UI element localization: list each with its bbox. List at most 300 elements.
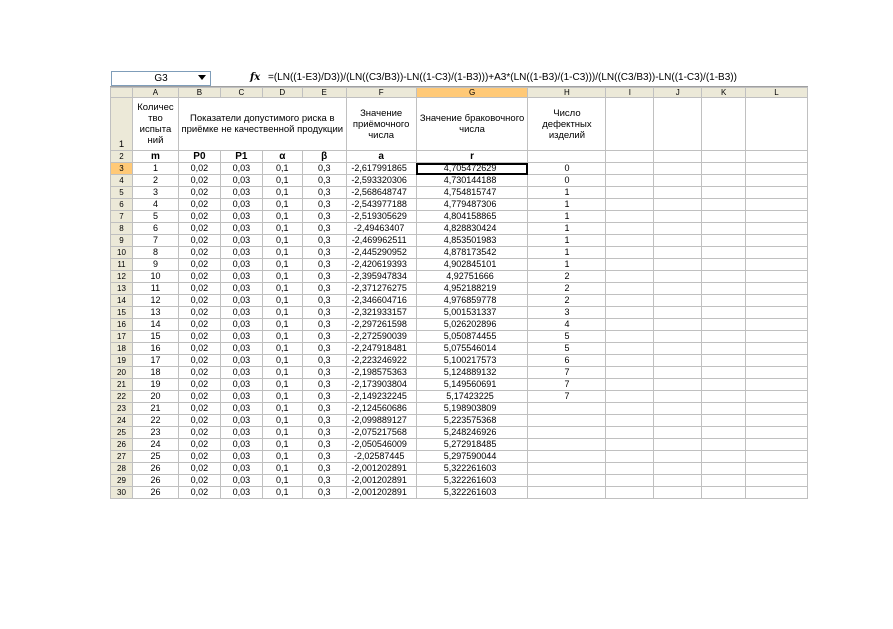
cell[interactable] [746, 235, 808, 247]
cell[interactable] [702, 379, 746, 391]
cell-rejection[interactable]: 4,878173542 [416, 247, 528, 259]
cell-acceptance[interactable]: -2,593320306 [346, 175, 416, 187]
cell-beta[interactable]: 0,3 [302, 439, 346, 451]
cell-acceptance[interactable]: -2,469962511 [346, 235, 416, 247]
cell[interactable] [606, 259, 654, 271]
cell-p0[interactable]: 0,02 [178, 475, 220, 487]
cell[interactable] [746, 427, 808, 439]
cell[interactable] [654, 439, 702, 451]
row-header[interactable]: 30 [111, 487, 133, 499]
cell-beta[interactable]: 0,3 [302, 487, 346, 499]
cell-m[interactable]: 11 [132, 283, 178, 295]
cell[interactable] [746, 283, 808, 295]
cell-p1[interactable]: 0,03 [220, 427, 262, 439]
cell[interactable] [746, 259, 808, 271]
cell-rejection[interactable]: 5,100217573 [416, 355, 528, 367]
cell-p0[interactable]: 0,02 [178, 343, 220, 355]
cell-beta[interactable]: 0,3 [302, 259, 346, 271]
header-p0[interactable]: P0 [178, 151, 220, 163]
cell-rejection[interactable]: 4,705472629 [416, 163, 528, 175]
cell[interactable] [654, 295, 702, 307]
cell-beta[interactable]: 0,3 [302, 403, 346, 415]
cell-m[interactable]: 22 [132, 415, 178, 427]
select-all-corner[interactable] [111, 88, 133, 98]
cell-alpha[interactable]: 0,1 [262, 283, 302, 295]
cell-acceptance[interactable]: -2,050546009 [346, 439, 416, 451]
cell-m[interactable]: 19 [132, 379, 178, 391]
cell-rejection[interactable]: 4,853501983 [416, 235, 528, 247]
cell-beta[interactable]: 0,3 [302, 163, 346, 175]
cell-p1[interactable]: 0,03 [220, 367, 262, 379]
cell-beta[interactable]: 0,3 [302, 475, 346, 487]
cell-p1[interactable]: 0,03 [220, 223, 262, 235]
cell-alpha[interactable]: 0,1 [262, 319, 302, 331]
cell-defective[interactable]: 2 [528, 271, 606, 283]
cell[interactable] [606, 187, 654, 199]
cell-defective[interactable]: 1 [528, 199, 606, 211]
cell-defective[interactable]: 1 [528, 187, 606, 199]
cell[interactable] [746, 199, 808, 211]
cell[interactable] [528, 151, 606, 163]
cell[interactable] [746, 367, 808, 379]
cell[interactable] [606, 463, 654, 475]
cell-p1[interactable]: 0,03 [220, 259, 262, 271]
column-header-l[interactable]: L [746, 88, 808, 98]
cell[interactable] [702, 403, 746, 415]
cell-m[interactable]: 14 [132, 319, 178, 331]
cell-alpha[interactable]: 0,1 [262, 355, 302, 367]
cell[interactable] [654, 343, 702, 355]
cell-acceptance[interactable]: -2,445290952 [346, 247, 416, 259]
cell-p1[interactable]: 0,03 [220, 199, 262, 211]
cell-acceptance[interactable]: -2,198575363 [346, 367, 416, 379]
cell[interactable] [606, 343, 654, 355]
cell[interactable] [746, 247, 808, 259]
cell-defective[interactable] [528, 487, 606, 499]
cell-defective[interactable]: 1 [528, 259, 606, 271]
cell-defective[interactable]: 2 [528, 295, 606, 307]
cell-p0[interactable]: 0,02 [178, 271, 220, 283]
cell[interactable] [702, 247, 746, 259]
cell-beta[interactable]: 0,3 [302, 283, 346, 295]
cell-alpha[interactable]: 0,1 [262, 451, 302, 463]
cell-beta[interactable]: 0,3 [302, 175, 346, 187]
column-header-e[interactable]: E [302, 88, 346, 98]
cell[interactable] [702, 475, 746, 487]
cell[interactable] [702, 451, 746, 463]
cell-rejection[interactable]: 4,754815747 [416, 187, 528, 199]
cell-p0[interactable]: 0,02 [178, 211, 220, 223]
cell[interactable] [702, 259, 746, 271]
cell[interactable] [702, 391, 746, 403]
cell[interactable] [702, 163, 746, 175]
cell[interactable] [606, 283, 654, 295]
cell[interactable] [702, 199, 746, 211]
cell[interactable] [702, 319, 746, 331]
cell[interactable] [606, 199, 654, 211]
cell-acceptance[interactable]: -2,075217568 [346, 427, 416, 439]
cell-p0[interactable]: 0,02 [178, 427, 220, 439]
cell[interactable] [746, 343, 808, 355]
cell-m[interactable]: 9 [132, 259, 178, 271]
row-header[interactable]: 29 [111, 475, 133, 487]
cell-acceptance[interactable]: -2,49463407 [346, 223, 416, 235]
cell-beta[interactable]: 0,3 [302, 427, 346, 439]
cell[interactable] [702, 98, 746, 151]
name-box[interactable] [111, 71, 211, 86]
cell-p0[interactable]: 0,02 [178, 247, 220, 259]
column-header-h[interactable]: H [528, 88, 606, 98]
cell[interactable] [654, 283, 702, 295]
cell[interactable] [654, 355, 702, 367]
function-icon[interactable]: fx [250, 72, 261, 83]
cell-defective[interactable] [528, 427, 606, 439]
cell[interactable] [702, 223, 746, 235]
cell-p1[interactable]: 0,03 [220, 187, 262, 199]
cell[interactable] [606, 475, 654, 487]
cell-m[interactable]: 25 [132, 451, 178, 463]
row-header[interactable]: 6 [111, 199, 133, 211]
cell[interactable] [606, 151, 654, 163]
cell-p0[interactable]: 0,02 [178, 259, 220, 271]
cell-p1[interactable]: 0,03 [220, 475, 262, 487]
cell-acceptance[interactable]: -2,173903804 [346, 379, 416, 391]
cell-rejection[interactable]: 4,952188219 [416, 283, 528, 295]
cell-beta[interactable]: 0,3 [302, 211, 346, 223]
cell[interactable] [702, 283, 746, 295]
cell[interactable] [702, 415, 746, 427]
row-header[interactable]: 4 [111, 175, 133, 187]
cell-acceptance[interactable]: -2,297261598 [346, 319, 416, 331]
cell-alpha[interactable]: 0,1 [262, 427, 302, 439]
header-alpha[interactable]: α [262, 151, 302, 163]
cell-m[interactable]: 23 [132, 427, 178, 439]
cell-acceptance[interactable]: -2,247918481 [346, 343, 416, 355]
cell[interactable] [654, 379, 702, 391]
cell-acceptance[interactable]: -2,321933157 [346, 307, 416, 319]
cell-p0[interactable]: 0,02 [178, 307, 220, 319]
cell-alpha[interactable]: 0,1 [262, 487, 302, 499]
cell-m[interactable]: 8 [132, 247, 178, 259]
cell-p0[interactable]: 0,02 [178, 391, 220, 403]
cell-p1[interactable]: 0,03 [220, 163, 262, 175]
cell-rejection[interactable]: 5,050874455 [416, 331, 528, 343]
cell-p0[interactable]: 0,02 [178, 487, 220, 499]
cell-p0[interactable]: 0,02 [178, 415, 220, 427]
row-header[interactable]: 1 [111, 98, 133, 151]
cell[interactable] [654, 331, 702, 343]
cell-alpha[interactable]: 0,1 [262, 331, 302, 343]
cell[interactable] [702, 271, 746, 283]
cell-p1[interactable]: 0,03 [220, 247, 262, 259]
row-header[interactable]: 8 [111, 223, 133, 235]
cell-p1[interactable]: 0,03 [220, 391, 262, 403]
cell-defective[interactable] [528, 415, 606, 427]
cell-rejection[interactable]: 5,149560691 [416, 379, 528, 391]
cell-rejection[interactable]: 5,297590044 [416, 451, 528, 463]
column-header-b[interactable]: B [178, 88, 220, 98]
cell-alpha[interactable]: 0,1 [262, 187, 302, 199]
cell-beta[interactable]: 0,3 [302, 223, 346, 235]
cell-alpha[interactable]: 0,1 [262, 463, 302, 475]
cell-p1[interactable]: 0,03 [220, 487, 262, 499]
cell-alpha[interactable]: 0,1 [262, 247, 302, 259]
cell-rejection[interactable]: 4,828830424 [416, 223, 528, 235]
cell-defective[interactable] [528, 463, 606, 475]
cell-acceptance[interactable]: -2,223246922 [346, 355, 416, 367]
cell[interactable] [606, 247, 654, 259]
cell[interactable] [746, 271, 808, 283]
cell-acceptance[interactable]: -2,02587445 [346, 451, 416, 463]
cell[interactable] [606, 355, 654, 367]
row-header[interactable]: 2 [111, 151, 133, 163]
column-header-k[interactable]: K [702, 88, 746, 98]
header-r[interactable]: r [416, 151, 528, 163]
cell[interactable] [654, 223, 702, 235]
row-header[interactable]: 5 [111, 187, 133, 199]
row-header[interactable]: 19 [111, 355, 133, 367]
cell-beta[interactable]: 0,3 [302, 235, 346, 247]
cell-acceptance[interactable]: -2,001202891 [346, 463, 416, 475]
cell-acceptance[interactable]: -2,543977188 [346, 199, 416, 211]
cell-p0[interactable]: 0,02 [178, 451, 220, 463]
cell[interactable] [606, 403, 654, 415]
cell-beta[interactable]: 0,3 [302, 331, 346, 343]
cell[interactable] [606, 235, 654, 247]
cell-rejection[interactable]: 5,075546014 [416, 343, 528, 355]
cell-defective[interactable]: 1 [528, 211, 606, 223]
cell[interactable] [702, 367, 746, 379]
cell-rejection[interactable]: 5,026202896 [416, 319, 528, 331]
column-header-f[interactable]: F [346, 88, 416, 98]
cell-p0[interactable]: 0,02 [178, 439, 220, 451]
cell-p1[interactable]: 0,03 [220, 403, 262, 415]
header-m[interactable]: m [132, 151, 178, 163]
cell-defective[interactable]: 7 [528, 391, 606, 403]
cell-defective[interactable] [528, 475, 606, 487]
cell-acceptance[interactable]: -2,149232245 [346, 391, 416, 403]
cell-defective[interactable]: 5 [528, 331, 606, 343]
cell-acceptance[interactable]: -2,001202891 [346, 475, 416, 487]
cell[interactable] [606, 163, 654, 175]
cell[interactable] [654, 451, 702, 463]
cell-m[interactable]: 18 [132, 367, 178, 379]
cell-p0[interactable]: 0,02 [178, 223, 220, 235]
cell-p1[interactable]: 0,03 [220, 235, 262, 247]
cell-p1[interactable]: 0,03 [220, 415, 262, 427]
cell-beta[interactable]: 0,3 [302, 463, 346, 475]
cell-p1[interactable]: 0,03 [220, 355, 262, 367]
cell[interactable] [654, 475, 702, 487]
header-defective-count[interactable]: Число дефектных изделий [528, 98, 606, 151]
cell[interactable] [702, 295, 746, 307]
cell-p1[interactable]: 0,03 [220, 331, 262, 343]
cell[interactable] [606, 307, 654, 319]
cell-acceptance[interactable]: -2,124560686 [346, 403, 416, 415]
cell[interactable] [702, 463, 746, 475]
cell[interactable] [654, 199, 702, 211]
row-header[interactable]: 27 [111, 451, 133, 463]
cell-alpha[interactable]: 0,1 [262, 367, 302, 379]
cell[interactable] [702, 427, 746, 439]
cell-p1[interactable]: 0,03 [220, 295, 262, 307]
cell-rejection[interactable]: 5,322261603 [416, 487, 528, 499]
cell-beta[interactable]: 0,3 [302, 319, 346, 331]
cell[interactable] [654, 487, 702, 499]
column-header-a[interactable]: A [132, 88, 178, 98]
cell[interactable] [746, 391, 808, 403]
cell[interactable] [746, 355, 808, 367]
cell-rejection[interactable]: 4,804158865 [416, 211, 528, 223]
cell-p0[interactable]: 0,02 [178, 295, 220, 307]
cell[interactable] [606, 379, 654, 391]
cell-p0[interactable]: 0,02 [178, 379, 220, 391]
cell-defective[interactable]: 2 [528, 283, 606, 295]
cell-alpha[interactable]: 0,1 [262, 403, 302, 415]
cell[interactable] [606, 331, 654, 343]
row-header[interactable]: 12 [111, 271, 133, 283]
cell[interactable] [702, 343, 746, 355]
cell-p0[interactable]: 0,02 [178, 199, 220, 211]
cell[interactable] [654, 307, 702, 319]
cell-m[interactable]: 13 [132, 307, 178, 319]
cell-p1[interactable]: 0,03 [220, 451, 262, 463]
cell[interactable] [746, 475, 808, 487]
cell[interactable] [746, 211, 808, 223]
cell[interactable] [654, 427, 702, 439]
column-header-g[interactable]: G [416, 88, 528, 98]
cell-alpha[interactable]: 0,1 [262, 211, 302, 223]
cell[interactable] [702, 487, 746, 499]
cell[interactable] [746, 487, 808, 499]
cell-m[interactable]: 7 [132, 235, 178, 247]
cell-acceptance[interactable]: -2,519305629 [346, 211, 416, 223]
cell-p0[interactable]: 0,02 [178, 187, 220, 199]
cell-m[interactable]: 10 [132, 271, 178, 283]
row-header[interactable]: 9 [111, 235, 133, 247]
cell[interactable] [606, 439, 654, 451]
cell-defective[interactable]: 1 [528, 247, 606, 259]
cell[interactable] [654, 235, 702, 247]
cell[interactable] [654, 403, 702, 415]
cell-p1[interactable]: 0,03 [220, 439, 262, 451]
cell-beta[interactable]: 0,3 [302, 367, 346, 379]
cell-rejection[interactable]: 4,92751666 [416, 271, 528, 283]
cell[interactable] [746, 319, 808, 331]
cell[interactable] [702, 235, 746, 247]
cell-acceptance[interactable]: -2,346604716 [346, 295, 416, 307]
cell-defective[interactable]: 7 [528, 379, 606, 391]
row-header[interactable]: 15 [111, 307, 133, 319]
cell-rejection[interactable]: 5,124889132 [416, 367, 528, 379]
row-header[interactable]: 17 [111, 331, 133, 343]
cell-p0[interactable]: 0,02 [178, 463, 220, 475]
cell-acceptance[interactable]: -2,001202891 [346, 487, 416, 499]
cell-m[interactable]: 6 [132, 223, 178, 235]
cell-beta[interactable]: 0,3 [302, 379, 346, 391]
cell[interactable] [746, 98, 808, 151]
cell[interactable] [606, 391, 654, 403]
cell-acceptance[interactable]: -2,099889127 [346, 415, 416, 427]
cell-alpha[interactable]: 0,1 [262, 295, 302, 307]
row-header[interactable]: 11 [111, 259, 133, 271]
cell-alpha[interactable]: 0,1 [262, 259, 302, 271]
cell[interactable] [606, 295, 654, 307]
row-header[interactable]: 23 [111, 403, 133, 415]
cell-defective[interactable] [528, 439, 606, 451]
cell-beta[interactable]: 0,3 [302, 343, 346, 355]
cell-p0[interactable]: 0,02 [178, 175, 220, 187]
cell-beta[interactable]: 0,3 [302, 391, 346, 403]
row-header[interactable]: 20 [111, 367, 133, 379]
cell[interactable] [702, 151, 746, 163]
cell-beta[interactable]: 0,3 [302, 355, 346, 367]
cell[interactable] [606, 367, 654, 379]
cell[interactable] [606, 175, 654, 187]
cell[interactable] [654, 415, 702, 427]
cell[interactable] [702, 355, 746, 367]
cell-rejection[interactable]: 5,272918485 [416, 439, 528, 451]
column-header-j[interactable]: J [654, 88, 702, 98]
cell-rejection[interactable]: 5,198903809 [416, 403, 528, 415]
cell-alpha[interactable]: 0,1 [262, 235, 302, 247]
cell-defective[interactable]: 5 [528, 343, 606, 355]
row-header[interactable]: 21 [111, 379, 133, 391]
cell[interactable] [702, 211, 746, 223]
cell-m[interactable]: 4 [132, 199, 178, 211]
row-header[interactable]: 25 [111, 427, 133, 439]
cell-defective[interactable]: 0 [528, 175, 606, 187]
cell[interactable] [606, 271, 654, 283]
cell-rejection[interactable]: 4,976859778 [416, 295, 528, 307]
header-acceptance-number[interactable]: Значение приёмочного числа [346, 98, 416, 151]
cell[interactable] [702, 331, 746, 343]
cell[interactable] [606, 487, 654, 499]
cell-alpha[interactable]: 0,1 [262, 163, 302, 175]
header-beta[interactable]: β [302, 151, 346, 163]
cell-p0[interactable]: 0,02 [178, 355, 220, 367]
cell[interactable] [654, 247, 702, 259]
cell[interactable] [746, 223, 808, 235]
cell-p1[interactable]: 0,03 [220, 307, 262, 319]
cell[interactable] [746, 379, 808, 391]
cell-acceptance[interactable]: -2,420619393 [346, 259, 416, 271]
cell-alpha[interactable]: 0,1 [262, 223, 302, 235]
cell-rejection[interactable]: 5,17423225 [416, 391, 528, 403]
cell[interactable] [702, 175, 746, 187]
row-header[interactable]: 18 [111, 343, 133, 355]
cell-alpha[interactable]: 0,1 [262, 439, 302, 451]
cell[interactable] [654, 463, 702, 475]
cell-m[interactable]: 15 [132, 331, 178, 343]
cell-p0[interactable]: 0,02 [178, 331, 220, 343]
column-header-c[interactable]: C [220, 88, 262, 98]
cell[interactable] [746, 439, 808, 451]
row-header[interactable]: 14 [111, 295, 133, 307]
row-header[interactable]: 13 [111, 283, 133, 295]
cell-p0[interactable]: 0,02 [178, 163, 220, 175]
cell-acceptance[interactable]: -2,371276275 [346, 283, 416, 295]
cell[interactable] [654, 98, 702, 151]
header-rejection-number[interactable]: Значение браковочного числа [416, 98, 528, 151]
row-header[interactable]: 10 [111, 247, 133, 259]
cell[interactable] [606, 223, 654, 235]
row-header[interactable]: 24 [111, 415, 133, 427]
cell[interactable] [606, 211, 654, 223]
formula-input[interactable]: =(LN((1-E3)/D3))/(LN((C3/B3))-LN((1-C3)/(1-B3)))+A3*(LN((1-B3)/(1-C3)))/(LN((C3/B3))-LN((1-C3)/(1-B3)) [268, 72, 737, 83]
column-header-i[interactable]: I [606, 88, 654, 98]
cell-beta[interactable]: 0,3 [302, 307, 346, 319]
